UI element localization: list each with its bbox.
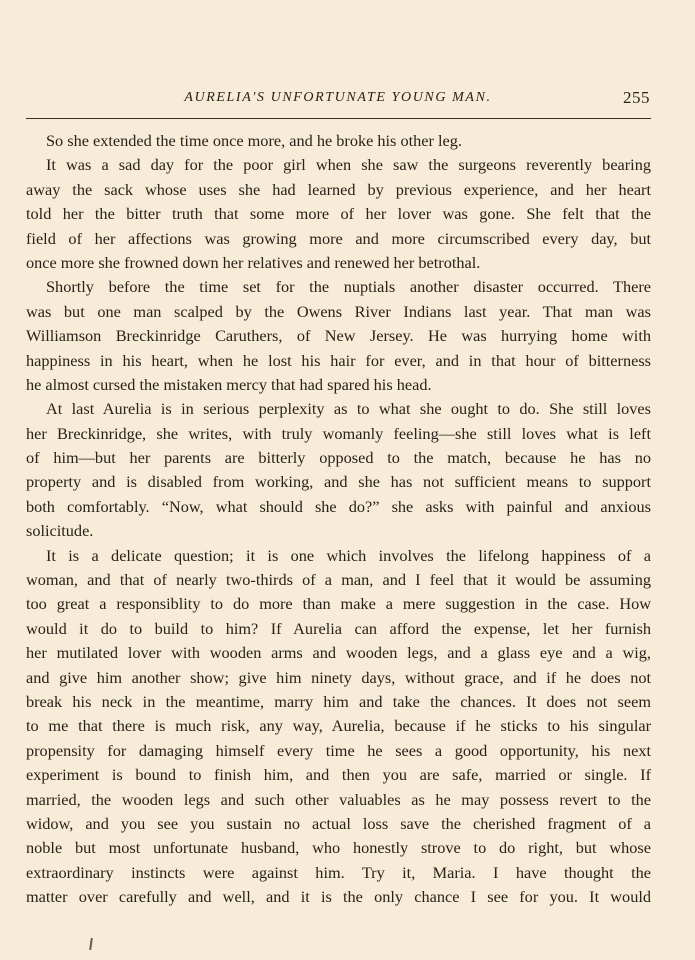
text-line: field of her affections was growing more and more circumscribed every day, but: [26, 228, 651, 248]
text-line: and give him another show; give him ninety days, without grace, and if he does not: [26, 667, 651, 687]
text-line: Shortly before the time set for the nuptials another disaster occurred. There: [46, 277, 651, 297]
text-line: So she extended the time once more, and he broke his other leg.: [46, 131, 462, 150]
text-line: woman, and that of nearly two-thirds of a man, and I feel that it would be assuming: [26, 570, 651, 590]
text-line: once more she frowned down her relatives and renewed her betrothal.: [26, 252, 481, 272]
running-title: AURELIA'S UNFORTUNATE YOUNG MAN.: [184, 90, 492, 105]
text-line: too great a responsiblity to do more than make a mere suggestion in the case. How: [26, 594, 651, 614]
text-line: matter over carefully and well, and it is the only chance I see for you. It would: [26, 887, 651, 907]
text-line: would it do to build to him? If Aurelia can afford the expense, let her furnish: [26, 618, 651, 638]
text-line: of him—but her parents are bitterly opposed to the match, because he has no: [26, 448, 651, 468]
text-line: Williamson Breckinridge Caruthers, of New Jersey. He was hurrying home with: [26, 326, 651, 346]
text-line: experiment is bound to finish him, and then you are safe, married or single. If: [26, 765, 651, 785]
text-line: happiness in his heart, when he lost his hair for ever, and in that hour of bitterness: [26, 350, 651, 370]
text-line: break his neck in the meantime, marry him and take the chances. It does not seem: [26, 691, 651, 711]
text-line: At last Aurelia is in serious perplexity as to what she ought to do. She still loves: [46, 399, 651, 419]
text-line: away the sack whose uses she had learned by previous experience, and her heart: [26, 179, 651, 199]
text-line: told her the bitter truth that some more of her lover was gone. She felt that the: [26, 204, 651, 224]
text-line: both comfortably. “Now, what should she do?” she asks with painful and anxious: [26, 496, 651, 516]
text-line: property and is disabled from working, and she has not sufficient means to support: [26, 472, 651, 492]
text-line: her Breckinridge, she writes, with truly womanly feeling—she still loves what is left: [26, 423, 651, 443]
text-line: extraordinary instincts were against him. Try it, Maria. I have thought the: [26, 862, 651, 882]
text-line: her mutilated lover with wooden arms and wooden legs, and a glass eye and a wig,: [26, 643, 651, 663]
text-line: It was a sad day for the poor girl when she saw the surgeons reverently bearing: [46, 155, 651, 175]
text-line: noble but most unfortunate husband, who honestly strove to do right, but whose: [26, 838, 651, 858]
body-text: [26, 129, 651, 910]
text-line: he almost cursed the mistaken mercy that had spared his head.: [26, 374, 432, 394]
text-line: was but one man scalped by the Owens River Indians last year. That man was: [26, 301, 651, 321]
text-line: married, the wooden legs and such other valuables as he may possess revert to the: [26, 789, 651, 809]
stray-ink-mark: [89, 938, 93, 950]
running-head: [26, 88, 650, 110]
text-line: solicitude.: [26, 521, 94, 541]
text-line: to me that there is much risk, any way, Aurelia, because if he sticks to his singular: [26, 716, 651, 736]
text-line: widow, and you see you sustain no actual loss save the cherished fragment of a: [26, 813, 651, 833]
header-rule: [26, 118, 651, 119]
text-line: It is a delicate question; it is one which involves the lifelong happiness of a: [46, 545, 651, 565]
page-number: 255: [623, 88, 650, 107]
text-line: propensity for damaging himself every time he sees a good opportunity, his next: [26, 740, 651, 760]
